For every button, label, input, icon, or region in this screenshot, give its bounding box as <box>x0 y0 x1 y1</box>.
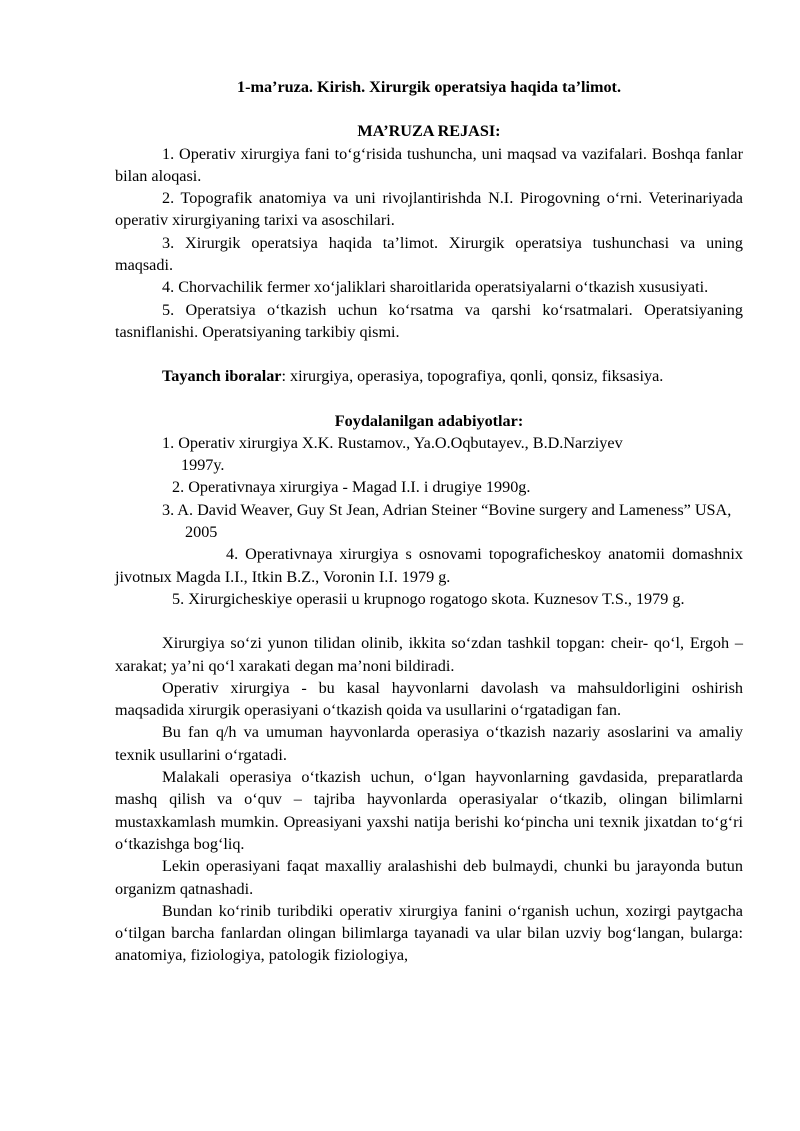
plan-item: 1. Operativ xirurgiya fani to‘g‘risida tushuncha, uni maqsad va vazifalari. Boshqa fanlar bilan aloqasi. <box>115 144 743 185</box>
body-paragraph: Lekin operasiyani faqat maxalliy aralashishi deb bulmaydi, chunki bu jarayonda butun organizm qatnashadi. <box>115 857 743 898</box>
plan-item: 2. Topografik anatomiya va uni rivojlantirishda N.I. Pirogovning o‘rni. Veterinariyada operativ xirurgiyaning tarixi va asoschilari. <box>115 189 743 230</box>
body-paragraph: Xirurgiya so‘zi yunon tilidan olinib, ikkita so‘zdan tashkil topgan: cheir- qo‘l, Ergoh – xarakat; ya’ni qo‘l xarakati degan ma’noni bildiradi. <box>115 634 743 675</box>
reference-item: 3. A. David Weaver, Guy St Jean, Adrian Steiner “Bovine surgery and Lameness” USA, <box>162 500 732 519</box>
body-paragraph: Bu fan q/h va umuman hayvonlarda operasiya o‘tkazish nazariy asoslarini va amaliy texnik usullarini o‘rgatadi. <box>115 723 743 764</box>
document-page <box>115 70 743 967</box>
keywords-text: : xirurgiya, operasiya, topografiya, qonli, qonsiz, fiksasiya. <box>281 367 664 386</box>
body-paragraph: Operativ xirurgiya - bu kasal hayvonlarni davolash va mahsuldorligini oshirish maqsadida xirurgik operasiyani o‘tkazish qoida va usullarini o‘rgatadigan fan. <box>115 678 743 720</box>
reference-item: 4. Operativnaya xirurgiya s osnovami topograficheskoy anatomii domashnix jivotnых Magda I.I., Itkin B.Z., Voronin I.I. 1979 g. <box>115 545 743 586</box>
keywords-paragraph <box>115 365 743 387</box>
plan-item: 3. Xirurgik operatsiya haqida ta’limot. Xirurgik operatsiya tushunchasi va uning maqsadi. <box>115 233 743 275</box>
reference-item: 2. Operativnaya xirurgiya - Magad I.I. i drugiye 1990g. <box>172 478 531 497</box>
references-heading: Foydalanilgan adabiyotlar: <box>334 411 524 430</box>
plan-heading: MA’RUZA REJASI: <box>357 122 501 141</box>
body-paragraph: Bundan ko‘rinib turibdiki operativ xirurgiya fanini o‘rganish uchun, xozirgi paytgacha o‘tilgan barcha fanlardan olingan bilimlarga tayanadi va ular bilan uzviy bog‘langan, bularga: anatomiya, fiziologiya, patologik fiziologiya, <box>115 901 743 965</box>
plan-item: 5. Operatsiya o‘tkazish uchun ko‘rsatma va qarshi ko‘rsatmalari. Operatsiyaning tasniflanishi. Operatsiyaning tarkibiy qismi. <box>115 300 743 341</box>
plan-item: 4. Chorvachilik fermer xo‘jaliklari sharoitlarida operatsiyalarni o‘tkazish xususiyati. <box>162 278 709 297</box>
lecture-title: 1-ma’ruza. Kirish. Xirurgik operatsiya haqida ta’limot. <box>237 78 621 96</box>
reference-item-continuation: 1997y. <box>181 456 225 475</box>
reference-item: 1. Operativ xirurgiya X.K. Rustamov., Ya.O.Oqbutayev., B.D.Narziyev <box>162 433 623 452</box>
keywords-label: Tayanch iboralar <box>162 367 282 386</box>
body-paragraph: Malakali operasiya o‘tkazish uchun, o‘lgan hayvonlarning gavdasida, preparatlarda mashq qilish va o‘quv – tajriba hayvonlarda operasiyalar o‘tkazib, olingan bilimlarni mustaxkamlash mumkin. Opreasiyani yaxshi natija berishi ko‘pincha uni texnik jixatdan to‘g‘ri o‘tkazishga bog‘liq. <box>115 768 743 853</box>
reference-item: 5. Xirurgicheskiye operasii u krupnogo rogatogo skota. Kuznesov T.S., 1979 g. <box>172 589 685 608</box>
reference-item-continuation: 2005 <box>185 523 218 542</box>
